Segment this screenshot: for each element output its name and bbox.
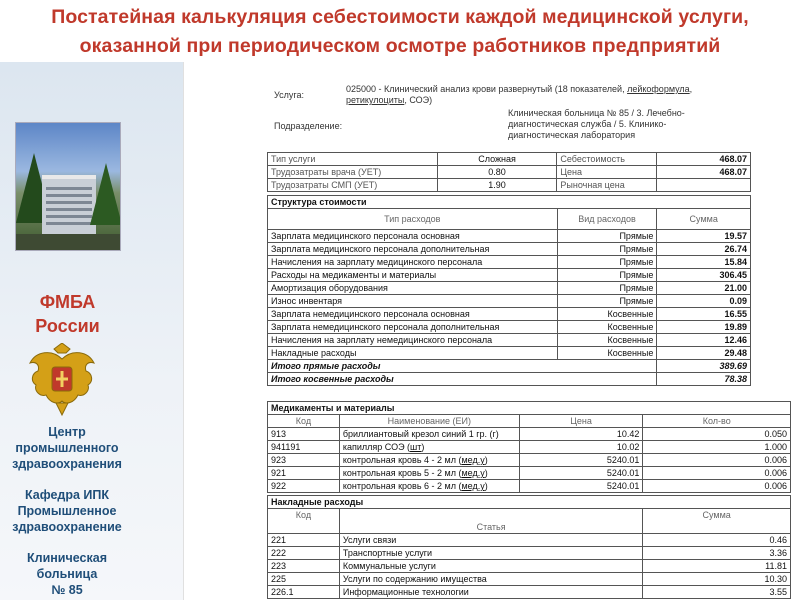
table-cell: контрольная кровь 6 - 2 мл (мед.у) xyxy=(339,480,519,493)
table-cell: 15.84 xyxy=(657,256,751,269)
table-cell: 225 xyxy=(268,573,340,586)
table-row xyxy=(268,415,791,428)
table-row xyxy=(268,269,751,282)
table-cell: Сложная xyxy=(437,153,557,166)
table-cell: Услуги связи xyxy=(339,534,643,547)
table-cell: бриллиантовый крезол синий 1 гр. (г) xyxy=(339,428,519,441)
table-cell: 306.45 xyxy=(657,269,751,282)
table-cell: 0.09 xyxy=(657,295,751,308)
table-cell: Услуги по содержанию имущества xyxy=(339,573,643,586)
table-cell: 941191 xyxy=(268,441,340,454)
table-cell: Кол-во xyxy=(643,415,791,428)
table-cell: Зарплата медицинского персонала дополнительная xyxy=(268,243,558,256)
table-cell: 0.006 xyxy=(643,467,791,480)
slide-title-line1: Постатейная калькуляция себестоимости каждой медицинской услуги, xyxy=(51,6,749,28)
table-row xyxy=(268,295,751,308)
table-cell: 1.000 xyxy=(643,441,791,454)
table-cell: Вид расходов xyxy=(557,209,657,230)
table-cell: Расходы на медикаменты и материалы xyxy=(268,269,558,282)
table-cell: 19.57 xyxy=(657,230,751,243)
table-cell: Транспортные услуги xyxy=(339,547,643,560)
table-cell: 0.050 xyxy=(643,428,791,441)
table-cell: 19.89 xyxy=(657,321,751,334)
table-cell: Итого косвенные расходы xyxy=(268,373,657,386)
table-cell: 5240.01 xyxy=(519,467,643,480)
table-cell: 3.36 xyxy=(643,547,791,560)
table-cell: контрольная кровь 5 - 2 мл (мед.у) xyxy=(339,467,519,480)
table-cell: Информационные технологии xyxy=(339,586,643,599)
table-cell: Косвенные xyxy=(557,334,657,347)
hospital-photo xyxy=(15,122,121,251)
table-row xyxy=(268,256,751,269)
slide-title xyxy=(0,0,800,65)
table-cell: Трудозатраты врача (УЕТ) xyxy=(268,166,438,179)
table-row xyxy=(268,153,751,166)
total-direct-row xyxy=(268,360,751,373)
table-cell: 222 xyxy=(268,547,340,560)
table-cell: 913 xyxy=(268,428,340,441)
table-row xyxy=(268,534,791,547)
table-cell: 0.80 xyxy=(437,166,557,179)
table-cell: Код xyxy=(268,509,340,534)
table-cell: Себестоимость xyxy=(557,153,657,166)
table-cell: Начисления на зарплату немедицинского персонала xyxy=(268,334,558,347)
table-row xyxy=(268,496,791,509)
table-cell: Сумма xyxy=(643,509,791,534)
table-cell: Прямые xyxy=(557,230,657,243)
table-cell: контрольная кровь 4 - 2 мл (мед.у) xyxy=(339,454,519,467)
table-row xyxy=(268,209,751,230)
table-cell: Прямые xyxy=(557,243,657,256)
table-cell: Зарплата немедицинского персонала основная xyxy=(268,308,558,321)
table-row xyxy=(268,230,751,243)
costing-document xyxy=(183,62,800,600)
table-cell: 11.81 xyxy=(643,560,791,573)
table-cell: 0.46 xyxy=(643,534,791,547)
department-value: Клиническая больница № 85 / 3. Лечебно- диагностическая служба / 5. Клинико- диагностическая лаборатория xyxy=(508,108,685,140)
table-row xyxy=(268,334,751,347)
table-row xyxy=(268,586,791,599)
clinical-hospital-85: Клиническая больница № 85 xyxy=(27,551,107,597)
table-cell: Прямые xyxy=(557,282,657,295)
table-cell: Статья xyxy=(339,509,643,534)
table-cell: 5240.01 xyxy=(519,480,643,493)
table-cell: 921 xyxy=(268,467,340,480)
table-cell: 10.30 xyxy=(643,573,791,586)
fmba-logo-text xyxy=(10,290,125,338)
table-cell: 0.006 xyxy=(643,454,791,467)
overhead-title: Накладные расходы xyxy=(268,496,791,509)
table-row xyxy=(268,166,751,179)
table-cell: Зарплата немедицинского персонала дополнительная xyxy=(268,321,558,334)
table-cell: Косвенные xyxy=(557,308,657,321)
table-cell: 221 xyxy=(268,534,340,547)
total-indirect-row xyxy=(268,373,751,386)
table-row xyxy=(268,509,791,534)
table-cell: Зарплата медицинского персонала основная xyxy=(268,230,558,243)
center-industrial-health: Центр промышленного здравоохранения xyxy=(12,425,122,471)
cost-structure-title: Структура стоимости xyxy=(268,196,751,209)
table-row xyxy=(268,454,791,467)
table-row xyxy=(268,428,791,441)
table-row xyxy=(268,243,751,256)
table-row xyxy=(268,282,751,295)
medications-table xyxy=(267,401,791,493)
table-row xyxy=(268,467,791,480)
table-row xyxy=(268,321,751,334)
service-label: Услуга: xyxy=(274,90,304,100)
double-headed-eagle-emblem-icon xyxy=(26,343,98,417)
table-cell: Сумма xyxy=(657,209,751,230)
table-cell: Тип услуги xyxy=(268,153,438,166)
table-cell: Косвенные xyxy=(557,347,657,360)
table-cell: Прямые xyxy=(557,295,657,308)
table-cell: Цена xyxy=(557,166,657,179)
table-cell: Тип расходов xyxy=(268,209,558,230)
table-row xyxy=(268,402,791,415)
table-cell: Прямые xyxy=(557,256,657,269)
table-row xyxy=(268,560,791,573)
table-cell: 0.006 xyxy=(643,480,791,493)
table-cell: Амортизация оборудования xyxy=(268,282,558,295)
table-cell: 468.07 xyxy=(657,166,751,179)
table-cell: 468.07 xyxy=(657,153,751,166)
service-value: 025000 - Клинический анализ крови развернутый (18 показателей, лейкоформула, ретикулоциты, СОЭ) xyxy=(346,84,693,105)
table-cell: 10.02 xyxy=(519,441,643,454)
table-cell: Коммунальные услуги xyxy=(339,560,643,573)
table-row xyxy=(268,573,791,586)
table-cell: Итого прямые расходы xyxy=(268,360,657,373)
table-row xyxy=(268,441,791,454)
table-row xyxy=(268,196,751,209)
table-cell: 389.69 xyxy=(657,360,751,373)
cost-structure-table xyxy=(267,195,751,386)
table-cell xyxy=(657,179,751,192)
table-cell: Наименование (ЕИ) xyxy=(339,415,519,428)
table-cell: Износ инвентаря xyxy=(268,295,558,308)
table-row xyxy=(268,347,751,360)
table-cell: 923 xyxy=(268,454,340,467)
table-row xyxy=(268,179,751,192)
department-ipk: Кафедра ИПК Промышленное здравоохранение xyxy=(12,488,122,534)
table-cell: Трудозатраты СМП (УЕТ) xyxy=(268,179,438,192)
table-cell: 29.48 xyxy=(657,347,751,360)
table-cell: Рыночная цена xyxy=(557,179,657,192)
table-cell: Начисления на зарплату медицинского персонала xyxy=(268,256,558,269)
table-cell: 16.55 xyxy=(657,308,751,321)
table-cell: 922 xyxy=(268,480,340,493)
table-cell: Код xyxy=(268,415,340,428)
table-row xyxy=(268,480,791,493)
department-label: Подразделение: xyxy=(274,121,343,131)
table-cell: 223 xyxy=(268,560,340,573)
table-row xyxy=(268,547,791,560)
table-cell: Цена xyxy=(519,415,643,428)
table-cell: Накладные расходы xyxy=(268,347,558,360)
table-cell: 78.38 xyxy=(657,373,751,386)
table-cell: 12.46 xyxy=(657,334,751,347)
table-row xyxy=(268,308,751,321)
summary-table xyxy=(267,152,751,192)
table-cell: 26.74 xyxy=(657,243,751,256)
table-cell: 1.90 xyxy=(437,179,557,192)
slide-title-line2: оказанной при периодическом осмотре работников предприятий xyxy=(79,35,721,57)
fmba-line1: ФМБА xyxy=(39,292,96,312)
medications-title: Медикаменты и материалы xyxy=(268,402,791,415)
overhead-table xyxy=(267,495,791,599)
table-cell: капилляр СОЭ (шт) xyxy=(339,441,519,454)
table-cell: 5240.01 xyxy=(519,454,643,467)
table-cell: 226.1 xyxy=(268,586,340,599)
table-cell: Косвенные xyxy=(557,321,657,334)
table-cell: 3.55 xyxy=(643,586,791,599)
table-cell: 21.00 xyxy=(657,282,751,295)
table-cell: 10.42 xyxy=(519,428,643,441)
fmba-line2: России xyxy=(35,316,100,336)
table-cell: Прямые xyxy=(557,269,657,282)
